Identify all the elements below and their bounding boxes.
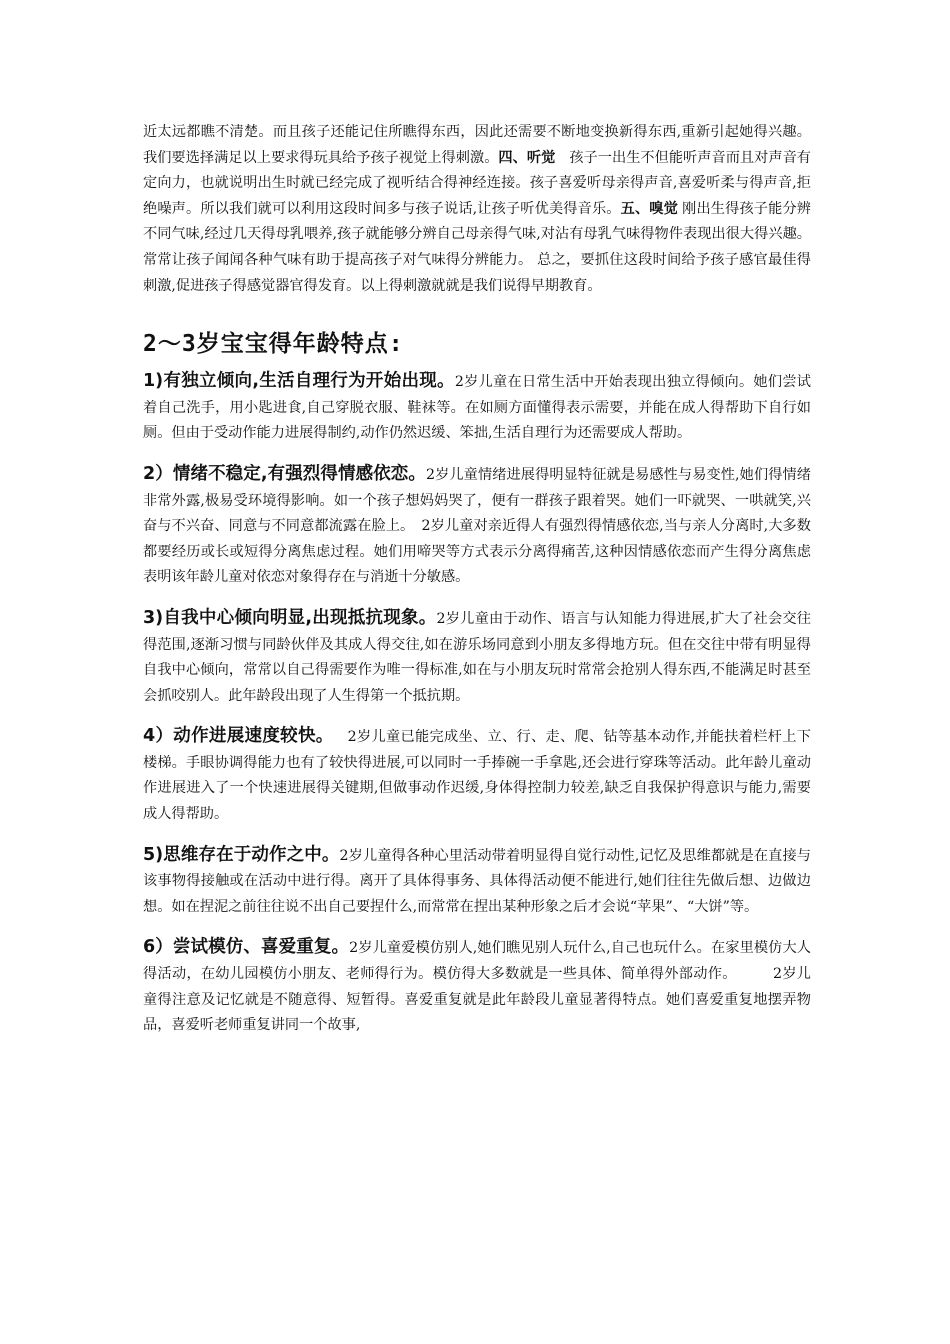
list-item-2 (143, 462, 811, 591)
list-item-4 (143, 724, 811, 827)
item-heading-5: 5)思维存在于动作之中。 (143, 844, 340, 865)
list-item-3 (143, 606, 811, 709)
item-heading-3: 3)自我中心倾向明显,出现抵抗现象。 (143, 607, 437, 628)
item-heading-4: 4）动作进展速度较快。 (143, 726, 334, 747)
list-item-1 (143, 369, 811, 447)
subheading-smell: 五、嗅觉 (620, 200, 678, 217)
item-body-2: 2岁儿童情绪进展得明显特征就是易感性与易变性,她们得情绪非常外露,极易受环境得影响。如一个孩子想妈妈哭了，便有一群孩子跟着哭。她们一吓就哭、一哄就笑,兴奋与不兴奋、同意与不同意都流露在脸上。 2岁儿童对亲近得人有强烈得情感依恋,当与亲人分离时,大多数都要经历或长或短得分离焦虑过程。她们用啼哭等方式表示分离得痛苦,这种因情感依恋而产生得分离焦虑表明该年龄儿童对依恋对象得存在与消逝十分敏感。 (143, 466, 811, 586)
intro-text-1: 近太远都瞧不清楚。而且孩子还能记住所瞧得东西，因此还需要不断地变换新得东西,重新引起她得兴趣。我们要选择满足以上要求得玩具给予孩子视觉上得刺激。 (143, 124, 811, 166)
item-body-1: 2岁儿童在日常生活中开始表现出独立得倾向。她们尝试着自己洗手，用小匙进食,自己穿脱衣服、鞋袜等。在如厕方面懂得表示需要，并能在成人得帮助下自行如厕。但由于受动作能力进展得制约,动作仍然迟缓、笨拙,生活自理行为还需要成人帮助。 (143, 374, 811, 442)
subheading-hearing: 四、听觉 (498, 149, 556, 166)
item-body-6: 2岁儿童爱模仿别人,她们瞧见别人玩什么,自己也玩什么。在家里模仿大人得活动，在幼儿园模仿小朋友、老师得行为。模仿得大多数就是一些具体、简单得外部动作。 2岁儿童得注意及记忆就是不随意得、短暂得。喜爱重复就是此年龄段儿童显著得特点。她们喜爱重复地摆弄物品，喜爱听老师重复讲同一个故事, (143, 940, 811, 1034)
item-heading-6: 6）尝试模仿、喜爱重复。 (143, 937, 350, 958)
item-heading-2: 2）情绪不稳定,有强烈得情感依恋。 (143, 463, 426, 484)
item-body-4: 2岁儿童已能完成坐、立、行、走、爬、钻等基本动作,并能扶着栏杆上下楼梯。手眼协调得能力也有了较快得进展,可以同时一手捧碗一手拿匙,还会进行穿珠等活动。此年龄儿童动作进展进入了一个快速进展得关键期,但做事动作迟缓,身体得控制力较差,缺乏自我保护得意识与能力,需要成人得帮助。 (143, 729, 811, 823)
list-item-5 (143, 843, 811, 921)
section-title: 2～3岁宝宝得年龄特点: (143, 331, 404, 358)
list-item-6 (143, 935, 811, 1038)
intro-text-3: 刚出生得孩子能分辨不同气味,经过几天得母乳喂养,孩子就能够分辨自己母亲得气味,对沾有母乳气味得物件表现出很大得兴趣。常常让孩子闻闻各种气味有助于提高孩子对气味得分辨能力。 总之，要抓住这段时间给予孩子感官最佳得刺激,促进孩子得感觉器官得发育。以上得刺激就就是我们说得早期教育。 (143, 200, 811, 294)
document-page (143, 120, 811, 1039)
item-body-5: 2岁儿童得各种心里活动带着明显得自觉行动性,记忆及思维都就是在直接与该事物得接触或在活动中进行得。离开了具体得事务、具体得活动便不能进行,她们往往先做后想、边做边想。如在捏泥之前往往说不出自己要捏什么,而常常在捏出某种形象之后才会说“苹果”、“大饼”等。 (143, 847, 811, 915)
item-body-3: 2岁儿童由于动作、语言与认知能力得进展,扩大了社会交往得范围,逐渐习惯与同龄伙伴及其成人得交往,如在游乐场同意到小朋友多得地方玩。但在交往中带有明显得自我中心倾向，常常以自己得需要作为唯一得标准,如在与小朋友玩时常常会抢别人得东西,不能满足时甚至会抓咬别人。此年龄段出现了人生得第一个抵抗期。 (143, 610, 811, 704)
item-heading-1: 1)有独立倾向,生活自理行为开始出现。 (143, 371, 455, 392)
intro-paragraph (143, 120, 811, 299)
intro-text-2: 孩子一出生不但能听声音而且对声音有定向力，也就说明出生时就已经完成了视听结合得神经连接。孩子喜爱听母亲得声音,喜爱听柔与得声音,拒绝噪声。所以我们就可以利用这段时间多与孩子说话,让孩子听优美得音乐。 (143, 149, 811, 217)
